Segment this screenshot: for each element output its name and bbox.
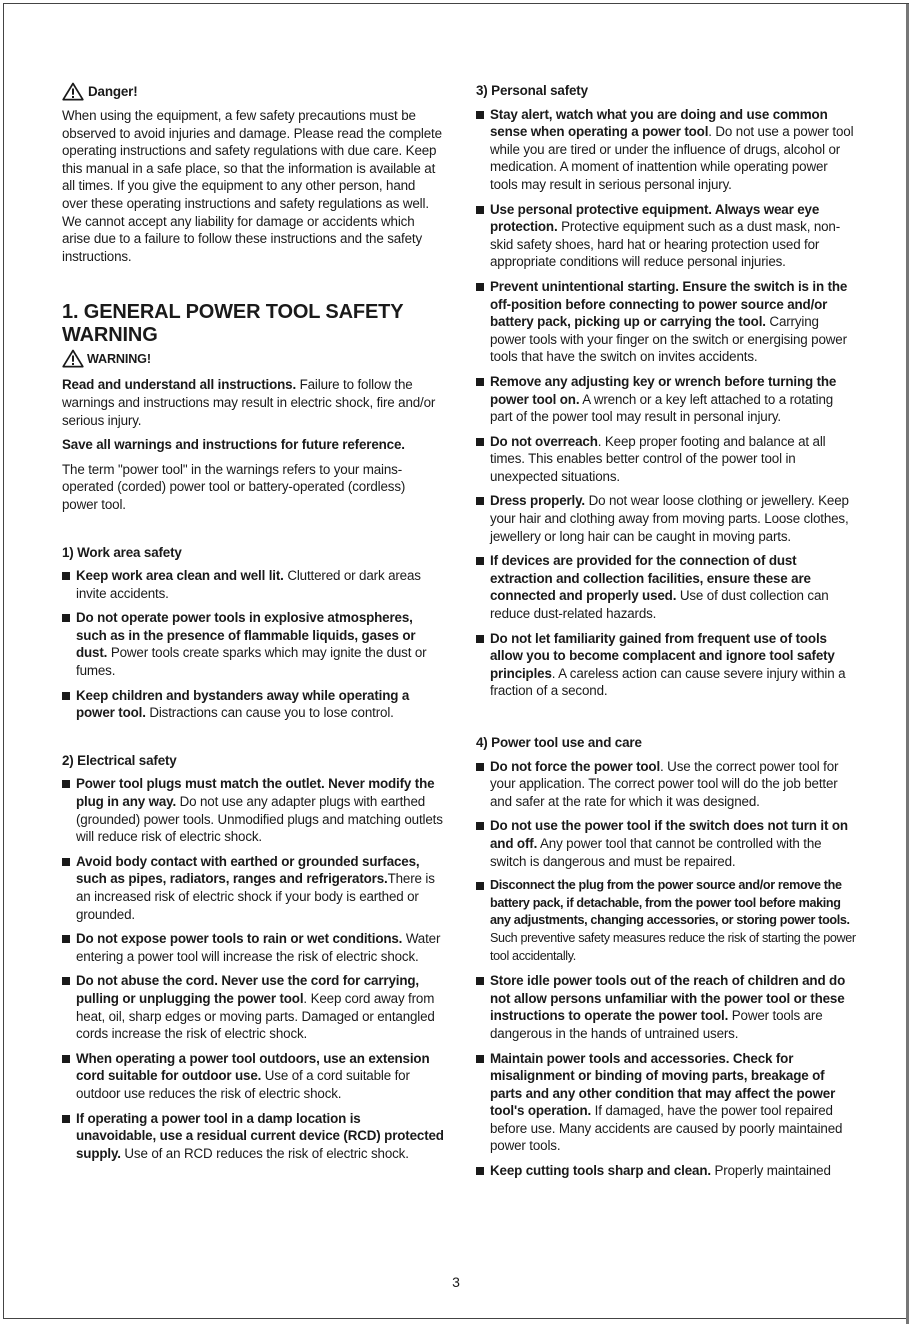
section-title-general-safety: 1. GENERAL POWER TOOL SAFETY WARNING — [62, 301, 404, 347]
list-item-text — [76, 853, 444, 923]
list-item-text — [76, 972, 444, 1042]
list-item-bold: Do not operate power tools in explosive atmospheres, such as in the presence of flammable liquids, gases or dust. — [76, 610, 416, 661]
square-bullet-icon — [62, 1110, 76, 1163]
list-item-detail: Protective equipment such as a dust mask, non-skid safety shoes, hard hat or hearing protection used for appropriate conditions will reduce personal injuries. — [490, 219, 841, 270]
right-column — [476, 82, 856, 1187]
list-item-bold: Keep children and bystanders away while operating a power tool. — [76, 687, 410, 721]
square-bullet-icon — [476, 972, 490, 1042]
list-item-text — [76, 775, 444, 845]
list-item-detail: Cluttered or dark areas invite accidents. — [76, 568, 421, 601]
warning-triangle-icon — [62, 82, 84, 101]
list-item — [62, 687, 444, 722]
list-item-text — [490, 817, 856, 870]
list-item — [476, 1162, 856, 1180]
list-item-text — [76, 567, 444, 602]
list-item — [476, 433, 856, 486]
list-item-detail: Use of dust collection can reduce dust-related hazards. — [490, 588, 829, 622]
list-item — [476, 972, 856, 1042]
list-item-detail: . A careless action can cause severe injury within a fraction of a second. — [490, 665, 846, 699]
list-item — [476, 630, 856, 700]
list-item — [476, 492, 856, 545]
list-item — [476, 817, 856, 870]
list-item-bold: Power tool plugs must match the outlet. Never modify the plug in any way. — [76, 776, 435, 810]
square-bullet-icon — [476, 201, 490, 271]
list-item-detail: A wrench or a key left attached to a rotating part of the power tool may result in personal injury. — [490, 391, 834, 425]
list-item-detail: Use of an RCD reduces the risk of electric shock. — [120, 1145, 409, 1161]
square-bullet-icon — [476, 758, 490, 811]
list-item-bold: Prevent unintentional starting. Ensure the switch is in the off-position before connecting to power source and/or battery pack, picking up or carrying the tool. — [490, 278, 848, 330]
list-item-detail: Water entering a power tool will increase the risk of electric shock. — [76, 931, 441, 964]
list-item-detail: Such preventive safety measures reduce the risk of starting the power tool accidentally. — [490, 930, 856, 963]
intro-text: When using the equipment, a few safety precautions must be observed to avoid injuries and damage. Please read the complete operating instructions and safety regulations with due care. Keep this manual in a safe place, so that the information is available at all times. If you give the equipment to any other person, hand over these operating instructions and safety regulations as well. We cannot accept any liability for damage or accidents which arise due to a failure to follow these instructions and the safety instructions. — [62, 108, 442, 264]
square-bullet-icon — [476, 492, 490, 545]
section-title-electrical: 2) Electrical safety — [62, 752, 177, 768]
list-item — [476, 552, 856, 622]
list-item-bold: Do not let familiarity gained from frequent use of tools allow you to become complacent and ignore tool safety principles — [490, 630, 835, 681]
list-item-bold: If devices are provided for the connection of dust extraction and collection facilities, ensure these are connected and properly used. — [490, 553, 811, 604]
list-item-bold: Disconnect the plug from the power source and/or remove the battery pack, if detachable, from the power tool before making any adjustments, changing accessories, or storing power tools. — [490, 878, 850, 928]
square-bullet-icon — [476, 373, 490, 426]
list-item-bold: Keep work area clean and well lit. — [76, 568, 284, 584]
square-bullet-icon — [476, 1162, 490, 1180]
page-edge-shadow — [906, 4, 909, 1324]
list-item-bold: Stay alert, watch what you are doing and use common sense when operating a power tool — [490, 106, 828, 140]
list-item — [476, 758, 856, 811]
list-item-text — [490, 552, 856, 622]
square-bullet-icon — [62, 853, 76, 923]
section-title-work-area: 1) Work area safety — [62, 544, 182, 560]
list-item-text — [490, 373, 856, 426]
list-item-bold: Maintain power tools and accessories. Check for misalignment or binding of moving parts, breakage of parts and any other condition that may affect the power tool's operation. — [490, 1050, 836, 1119]
warning-triangle-icon — [62, 349, 84, 368]
square-bullet-icon — [476, 433, 490, 486]
list-item-bold: Dress properly. — [490, 493, 585, 509]
square-bullet-icon — [62, 775, 76, 845]
square-bullet-icon — [62, 972, 76, 1042]
list-item-text — [490, 758, 856, 811]
list-item-text — [490, 433, 856, 486]
list-item-bold: If operating a power tool in a damp location is unavoidable, use a residual current device (RCD) protected supply. — [76, 1110, 444, 1161]
list-item-bold: Do not expose power tools to rain or wet conditions. — [76, 931, 403, 947]
warning-heading — [62, 349, 444, 368]
list-item-detail: Carrying power tools with your finger on the switch or energising power tools that have the switch on invites accidents. — [490, 314, 847, 365]
square-bullet-icon — [62, 1050, 76, 1103]
list-item-detail: If damaged, have the power tool repaired before use. Many accidents are caused by poorly maintained power tools. — [490, 1103, 843, 1154]
list-item-detail: . Keep cord away from heat, oil, sharp edges or moving parts. Damaged or entangled cords increase the risk of electric shock. — [76, 990, 435, 1042]
list-item-bold: Remove any adjusting key or wrench before turning the power tool on. — [490, 373, 837, 407]
list-item — [62, 567, 444, 602]
list-item-detail: . Use the correct power tool for your application. The correct power tool will do the job better and safer at the rate for which it was designed. — [490, 758, 839, 809]
list-item — [62, 1050, 444, 1103]
list-item-detail: Do not wear loose clothing or jewellery. Keep your hair and clothing away from moving parts. Loose clothes, jewellery or long hair can be caught in moving parts. — [490, 493, 849, 544]
list-item-detail: Properly maintained — [710, 1163, 831, 1179]
list-item-text — [76, 687, 444, 722]
list-item-detail: Power tools are dangerous in the hands of untrained users. — [490, 1008, 823, 1041]
list-item-text — [76, 1050, 444, 1103]
list-item — [62, 1110, 444, 1163]
list-item-text — [76, 609, 444, 679]
list-item-detail: Power tools create sparks which may ignite the dust or fumes. — [76, 645, 427, 679]
danger-heading — [62, 82, 444, 101]
list-item-detail: Any power tool that cannot be controlled with the switch is dangerous and must be repaired. — [490, 835, 822, 869]
section-title-tool-use: 4) Power tool use and care — [476, 735, 642, 750]
list-item-detail: Do not use any adapter plugs with earthed (grounded) power tools. Unmodified plugs and matching outlets will reduce risk of electric shock. — [76, 794, 443, 845]
page-number: 3 — [452, 1274, 460, 1290]
list-item-text — [490, 877, 856, 965]
list-item-bold: Store idle power tools out of the reach of children and do not allow persons unfamiliar with the power tool or these instructions to operate the power tool. — [490, 973, 846, 1024]
list-item-text — [76, 930, 444, 965]
list-item-text — [490, 106, 856, 194]
list-item — [62, 609, 444, 679]
list-item — [476, 373, 856, 426]
square-bullet-icon — [62, 609, 76, 679]
list-item — [476, 1050, 856, 1156]
square-bullet-icon — [62, 687, 76, 722]
read-instructions-para — [62, 376, 444, 429]
list-item-bold: Use personal protective equipment. Always wear eye protection. — [490, 201, 820, 235]
electrical-list — [62, 775, 444, 1162]
square-bullet-icon — [476, 630, 490, 700]
list-item — [476, 877, 856, 965]
square-bullet-icon — [476, 106, 490, 194]
list-item-detail: . Keep proper footing and balance at all times. This enables better control of the power tool in unexpected situations. — [490, 433, 826, 484]
list-item — [476, 278, 856, 366]
section-title-personal: 3) Personal safety — [476, 83, 588, 98]
list-item-text — [76, 1110, 444, 1163]
list-item-detail: Distractions can cause you to lose control. — [145, 705, 394, 721]
danger-label: Danger! — [88, 83, 138, 99]
list-item-bold: Avoid body contact with earthed or grounded surfaces, such as pipes, radiators, ranges and refrigerators. — [76, 853, 420, 887]
read-instructions-bold: Read and understand all instructions. — [62, 377, 297, 393]
list-item — [476, 106, 856, 194]
list-item — [62, 972, 444, 1042]
save-warnings-bold: Save all warnings and instructions for future reference. — [62, 437, 405, 453]
list-item-detail: There is an increased risk of electric shock if your body is earthed or grounded. — [76, 871, 435, 922]
list-item-detail: . Do not use a power tool while you are tired or under the influence of drugs, alcohol or medication. A moment of inattention while operating power tools may result in serious personal injury. — [490, 124, 854, 192]
list-item-text — [490, 972, 856, 1042]
list-item-text — [490, 278, 856, 366]
square-bullet-icon — [476, 1050, 490, 1156]
work-area-list — [62, 567, 444, 722]
list-item — [476, 201, 856, 271]
save-warnings-para — [62, 436, 444, 454]
personal-list — [476, 106, 856, 700]
list-item — [62, 930, 444, 965]
list-item-text — [490, 201, 856, 271]
list-item — [62, 853, 444, 923]
list-item-bold: Do not force the power tool — [490, 758, 661, 774]
list-item-text — [490, 1162, 856, 1180]
square-bullet-icon — [476, 552, 490, 622]
list-item-bold: Keep cutting tools sharp and clean. — [490, 1163, 711, 1179]
square-bullet-icon — [476, 817, 490, 870]
warning-label: WARNING! — [87, 351, 151, 366]
manual-page — [3, 3, 909, 1319]
square-bullet-icon — [62, 567, 76, 602]
power-tool-term-para: The term "power tool" in the warnings refers to your mains-operated (corded) power tool or battery-operated (cordless) power tool. — [62, 461, 406, 512]
tool-use-list — [476, 758, 856, 1180]
list-item — [62, 775, 444, 845]
list-item-detail: Use of a cord suitable for outdoor use reduces the risk of electric shock. — [76, 1068, 410, 1101]
list-item-bold: Do not use the power tool if the switch does not turn it on and off. — [490, 818, 848, 851]
square-bullet-icon — [62, 930, 76, 965]
read-instructions-text: Failure to follow the warnings and instructions may result in electric shock, fire and/or serious injury. — [62, 377, 436, 428]
list-item-bold: Do not abuse the cord. Never use the cord for carrying, pulling or unplugging the power tool — [76, 973, 419, 1006]
list-item-text — [490, 492, 856, 545]
square-bullet-icon — [476, 877, 490, 965]
square-bullet-icon — [476, 278, 490, 366]
left-column — [62, 82, 444, 1169]
list-item-bold: Do not overreach — [490, 433, 598, 449]
list-item-text — [490, 630, 856, 700]
list-item-text — [490, 1050, 856, 1156]
list-item-bold: When operating a power tool outdoors, use an extension cord suitable for outdoor use. — [76, 1050, 430, 1084]
